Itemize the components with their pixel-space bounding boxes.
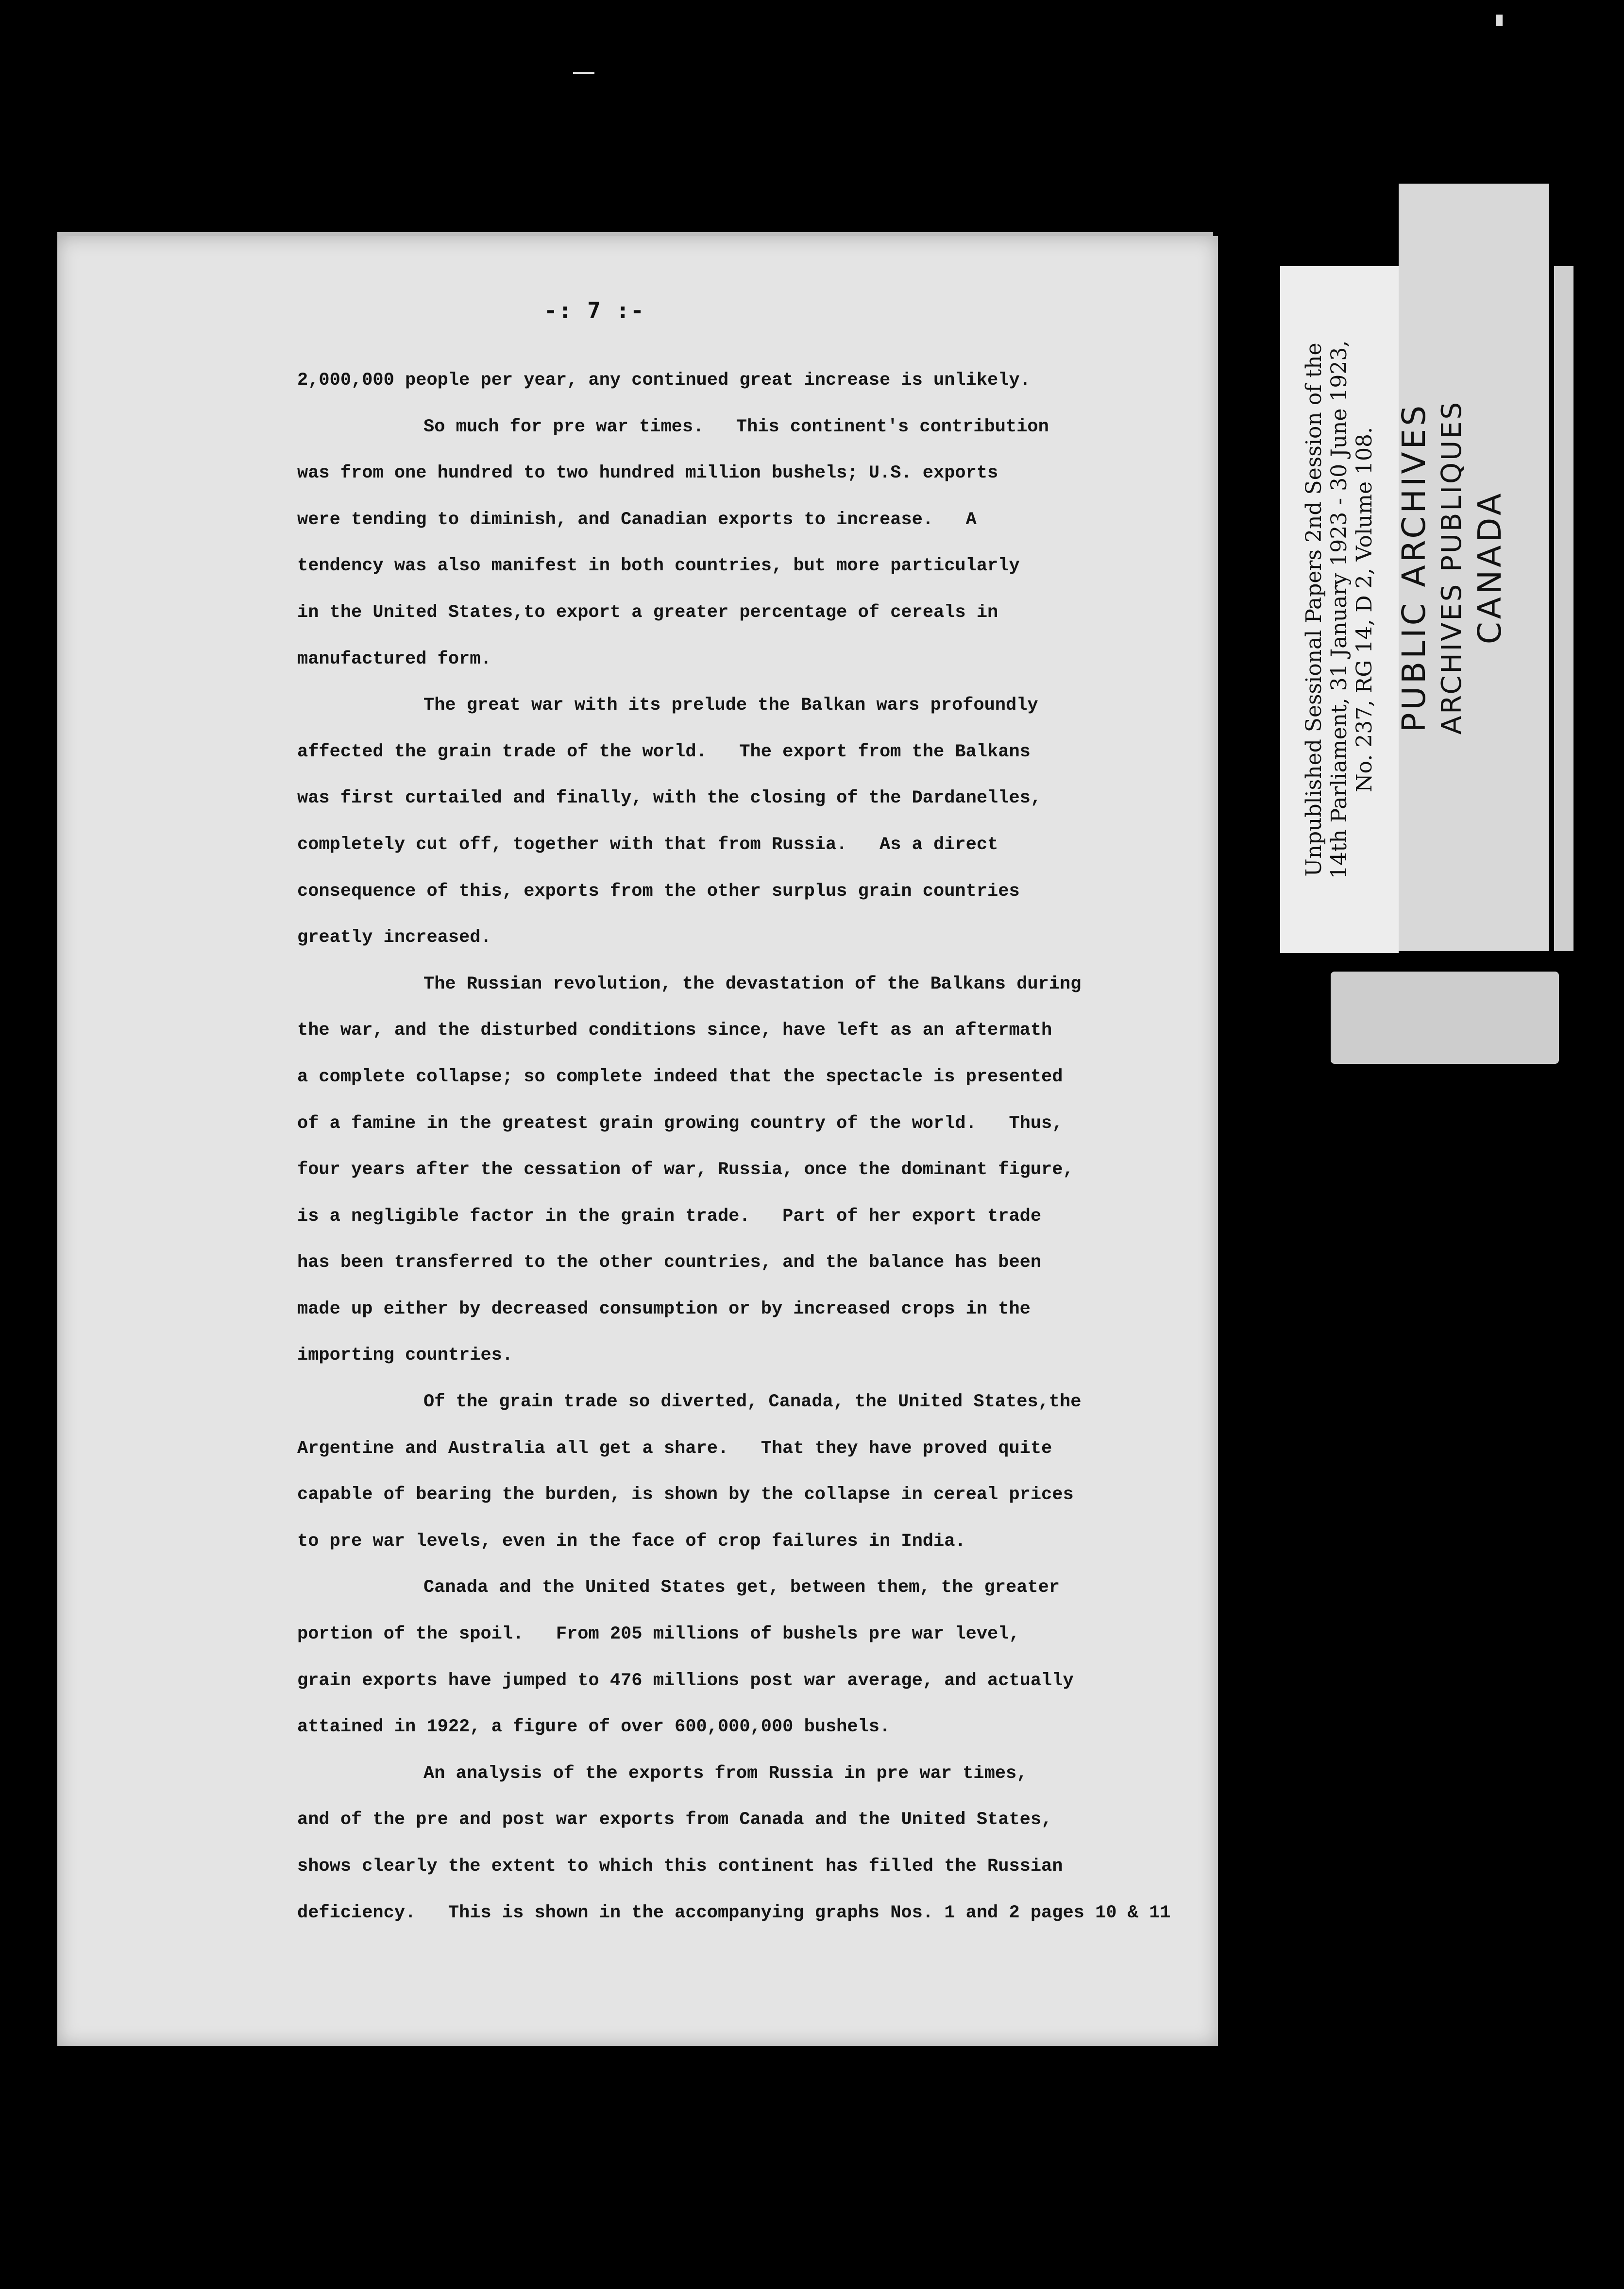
scan-artifact bbox=[573, 72, 594, 74]
text-line: completely cut off, together with that from Russia. As a direct bbox=[297, 834, 998, 855]
text-line: has been transferred to the other countries, and the balance has been bbox=[297, 1252, 1042, 1273]
archive-label-line: Unpublished Sessional Papers 2nd Session of the bbox=[1302, 342, 1326, 877]
text-line: attained in 1922, a figure of over 600,000,000 bushels. bbox=[297, 1717, 891, 1738]
text-line: Canada and the United States get, between them, the greater bbox=[423, 1577, 1060, 1598]
text-line: The great war with its prelude the Balkan wars profoundly bbox=[423, 695, 1038, 716]
archive-stamp-line: CANADA bbox=[1471, 490, 1508, 645]
text-line: is a negligible factor in the grain trade. Part of her export trade bbox=[297, 1206, 1042, 1227]
text-line: An analysis of the exports from Russia in pre war times, bbox=[423, 1763, 1028, 1784]
text-line: tendency was also manifest in both countries, but more particularly bbox=[297, 556, 1020, 577]
text-line: portion of the spoil. From 205 millions of bushels pre war level, bbox=[297, 1624, 1020, 1645]
text-line: greatly increased. bbox=[297, 927, 491, 948]
text-line: manufactured form. bbox=[297, 649, 491, 669]
archive-folder-edge bbox=[1554, 266, 1573, 951]
text-line: four years after the cessation of war, Russia, once the dominant figure, bbox=[297, 1160, 1074, 1180]
text-line: a complete collapse; so complete indeed that the spectacle is presented bbox=[297, 1066, 1063, 1087]
archive-label-text bbox=[1302, 274, 1377, 945]
text-line: importing countries. bbox=[297, 1345, 513, 1366]
text-line: 2,000,000 people per year, any continued great increase is unlikely. bbox=[297, 370, 1031, 391]
text-line: made up either by decreased consumption or by increased crops in the bbox=[297, 1298, 1031, 1319]
archive-stamp-line: PUBLIC ARCHIVES bbox=[1395, 402, 1433, 733]
body-text bbox=[297, 358, 1171, 1936]
text-line: The Russian revolution, the devastation of the Balkans during bbox=[423, 974, 1082, 994]
archive-folder-tab bbox=[1331, 972, 1559, 1064]
archive-stamp bbox=[1395, 400, 1509, 735]
text-line: consequence of this, exports from the other surplus grain countries bbox=[297, 881, 1020, 902]
text-line: Of the grain trade so diverted, Canada, the United States,the bbox=[423, 1392, 1082, 1413]
scan-artifact bbox=[1496, 15, 1503, 26]
text-line: the war, and the disturbed conditions since, have left as an aftermath bbox=[297, 1020, 1052, 1041]
archive-label-line: 14th Parliament, 31 January 1923 - 30 June 1923, bbox=[1327, 340, 1352, 879]
archive-label bbox=[1280, 266, 1399, 953]
text-line: deficiency. This is shown in the accompanying graphs Nos. 1 and 2 pages 10 & 11 bbox=[297, 1902, 1171, 1923]
page-number: -: 7 :- bbox=[544, 297, 645, 324]
archive-stamp-line: ARCHIVES PUBLIQUES bbox=[1436, 400, 1468, 735]
text-line: and of the pre and post war exports from Canada and the United States, bbox=[297, 1810, 1052, 1830]
text-line: shows clearly the extent to which this continent has filled the Russian bbox=[297, 1856, 1063, 1877]
text-line: in the United States,to export a greater percentage of cereals in bbox=[297, 602, 998, 623]
text-line: So much for pre war times. This continent's contribution bbox=[423, 416, 1049, 437]
text-line: was first curtailed and finally, with the closing of the Dardanelles, bbox=[297, 788, 1042, 809]
archive-label-line: No. 237, RG 14, D 2, Volume 108. bbox=[1352, 427, 1377, 792]
text-line: Argentine and Australia all get a share. That they have proved quite bbox=[297, 1438, 1052, 1459]
text-line: affected the grain trade of the world. The export from the Balkans bbox=[297, 741, 1031, 762]
text-line: capable of bearing the burden, is shown by the collapse in cereal prices bbox=[297, 1485, 1074, 1505]
text-line: were tending to diminish, and Canadian exports to increase. A bbox=[297, 509, 977, 530]
text-line: grain exports have jumped to 476 millions post war average, and actually bbox=[297, 1670, 1074, 1691]
text-line: to pre war levels, even in the face of crop failures in India. bbox=[297, 1531, 966, 1552]
text-line: was from one hundred to two hundred million bushels; U.S. exports bbox=[297, 463, 998, 484]
text-line: of a famine in the greatest grain growing country of the world. Thus, bbox=[297, 1113, 1063, 1134]
